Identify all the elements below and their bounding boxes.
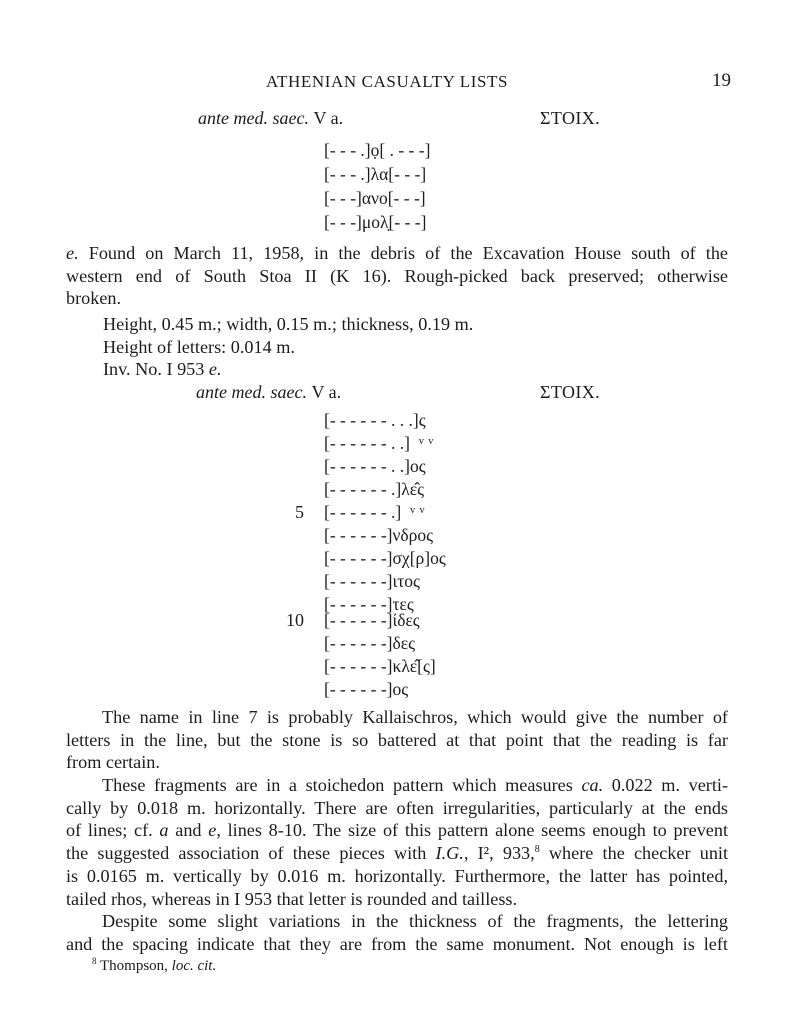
text-line: from certain. (66, 752, 160, 773)
page-number: 19 (712, 70, 731, 91)
text-line: the suggested association of these pieces with I.G., I², 933,$^8$ where the checker unit (66, 843, 729, 864)
fragment-e-stoichedon: ΣΤΟΙΧ. (540, 382, 601, 402)
fragment-e-date: ante med. saec. V a. (196, 382, 342, 402)
fragment-e-dateline (0, 382, 789, 408)
text-line: tailed rhos, whereas in I 953 that letter is rounded and tailless. (66, 888, 518, 909)
fragment-d-dateline (0, 108, 789, 134)
description-line: western end of South Stoa II (K 16). Rough-picked back preserved; otherwise (66, 265, 728, 286)
inscription-line: [- - -]μολ̣[- - -] (324, 212, 427, 232)
inscription-line: [- - - - - - . . .]ς (324, 410, 426, 430)
text-line: of lines; cf. a and e, lines 8-10. The size of this pattern alone seems enough to prevent (66, 820, 729, 841)
description-line: e. Found on March 11, 1958, in the debris of the Excavation House south of the (66, 243, 729, 263)
inscription-line: [- - - - - -]κλε̂[ς] (324, 656, 436, 676)
inscription-line: [- - - .]λα[- - -] (324, 164, 427, 184)
running-head (0, 68, 789, 94)
discussion-paragraph-2 (66, 774, 728, 910)
inscription-line: [- - -]ανο[- - -] (324, 188, 426, 208)
inscription-line: [- - - .]ọ[ . - - -] (324, 140, 431, 160)
text-line: letters in the line, but the stone is so battered at that point that the reading is far (66, 729, 728, 750)
inscription-line: [- - - - - -]ος (324, 679, 409, 699)
fragment-e-meta (103, 313, 473, 381)
inscription-line: [- - - - - - . .]ος (324, 456, 426, 476)
inscription-line: [- - - - - -]σχ[ρ]ος (324, 548, 446, 568)
letter-height: Height of letters: 0.014 m. (103, 336, 295, 357)
line-number: 10 (286, 610, 304, 630)
description-line: broken. (66, 288, 122, 309)
footnote-marker: 8 (534, 844, 540, 856)
fragment-e-description (66, 242, 728, 310)
inscription-line: [- - - - - -]νδρος (324, 525, 434, 545)
inscription-line: [- - - - - -]δες (324, 633, 416, 653)
discussion-paragraph-3 (66, 910, 728, 955)
inventory-number: Inv. No. I 953 e. (103, 359, 222, 380)
running-head-title: ATHENIAN CASUALTY LISTS (266, 72, 509, 91)
dimensions: Height, 0.45 m.; width, 0.15 m.; thickness, 0.19 m. (103, 314, 474, 334)
inscription-line: [- - - - - -]τες (324, 594, 414, 614)
text-line: is 0.0165 m. vertically by 0.016 m. horizontally. Furthermore, the latter has pointed, (66, 865, 728, 886)
inscription-line: [- - - - - -]ίδες (324, 610, 420, 630)
text-line: and the spacing indicate that they are from the same monument. Not enough is left (66, 933, 728, 954)
footnote: $^8$ Thompson, loc. cit. (92, 956, 217, 974)
fragment-d-date: ante med. saec. V a. (198, 108, 344, 128)
discussion-paragraph-1 (66, 706, 728, 774)
text-line: cally by 0.018 m. horizontally. There are often irregularities, particularly at the ends (66, 797, 728, 818)
text-line: The name in line 7 is probably Kallaischros, which would give the number of (102, 707, 728, 727)
text-line: These fragments are in a stoichedon pattern which measures ca. 0.022 m. verti- (102, 775, 728, 795)
line-number: 5 (295, 502, 304, 522)
inscription-line: [- - - - - - .]λε̂ς (324, 479, 425, 499)
inscription-line: [- - - - - -]ιτος (324, 571, 420, 591)
footnote-number: 8 (92, 956, 97, 966)
inscription-line: [- - - - - - . .] ᵛ ᵛ (324, 433, 434, 453)
fragment-d-stoichedon: ΣΤΟΙΧ. (540, 108, 601, 128)
inscription-line: [- - - - - - .] ᵛ ᵛ (324, 502, 425, 522)
text-line: Despite some slight variations in the thickness of the fragments, the lettering (102, 911, 728, 931)
